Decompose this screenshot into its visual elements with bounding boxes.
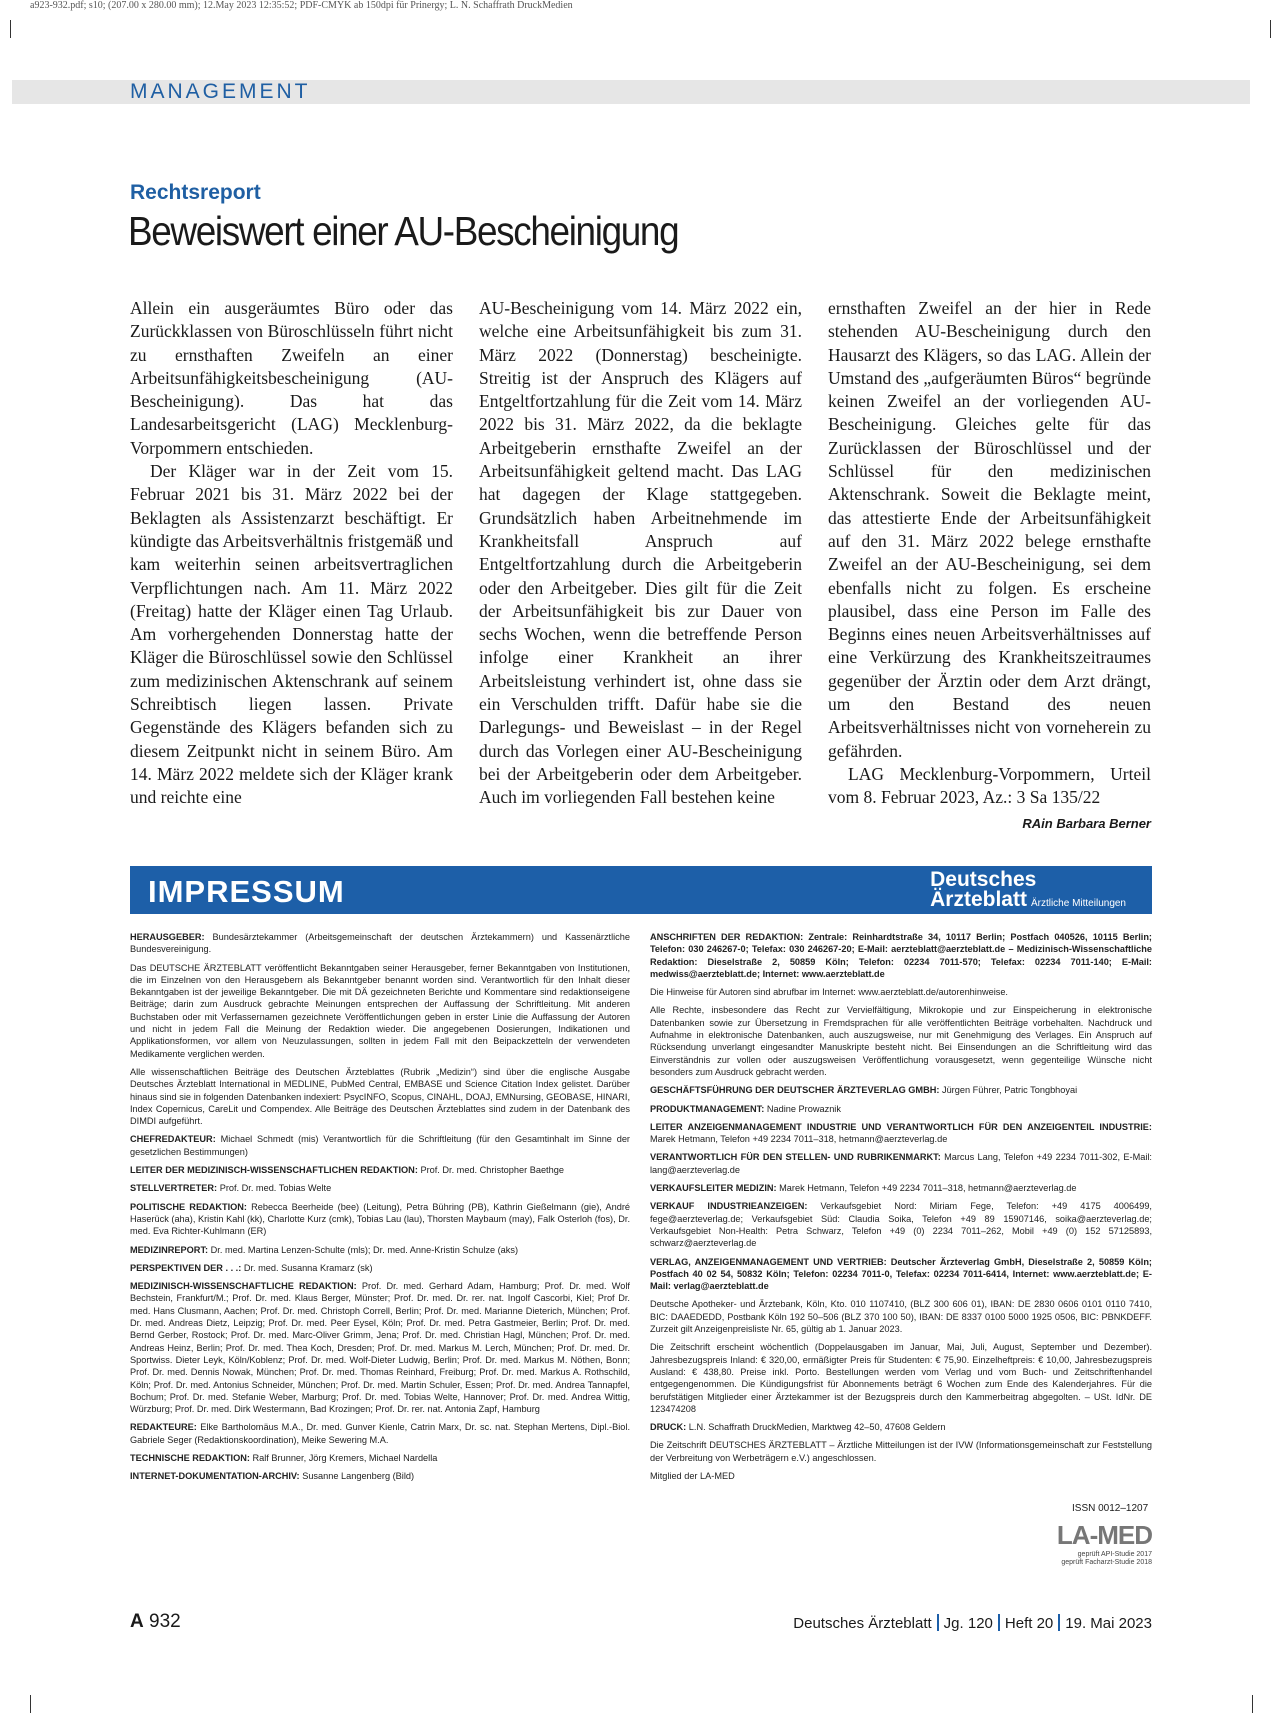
impressum-entry-heading: ANSCHRIFTEN DER REDAKTION: Zentrale: Reinhardtstraße 34, 10117 Berlin; Postfach 040526, 10115 Berlin; Telefon: 030 246267-0; Telefax: 030 246267-20; E-Mail: aerzteblatt@aerzteblatt.de – Medizinisch-Wissenschaftliche Redaktion: Dieselstraße 2, 50859 Köln; Telefon: 02234 7011-570; Telefax: 02234 7011-140; E-Mail: medwiss@aerzteblatt.de; Internet: www.aerzteblatt.de	[650, 932, 1152, 979]
impressum-entry	[650, 1256, 1152, 1293]
footer-separator	[1058, 1614, 1060, 1631]
impressum-entry-text: Nadine Prowaznik	[766, 1103, 841, 1114]
impressum-entry-text: Die Zeitschrift erscheint wöchentlich (Doppelausgaben im Januar, Mai, Juli, August, September und Dezember). Jahresbezugspreis Inland: € 320,00, ermäßigter Preis für Studenten: € 75,90. Einzelheftpreis: € 10,00, Jahresbezugspreis Ausland: € 438,80. Preise inkl. Porto. Bestellungen werden vom Verlag und vom Buch- und Zeitschriftenhandel entgegengenommen. Die Kündigungsfrist für Abonnements beträgt 6 Wochen zum Ende des Kalenderjahres. Für die berufstätigen Mitglieder einer Ärztekammer ist der Bezugspreis durch den Kammerbeitrag abgegolten. – USt. IdNr. DE 123474208	[650, 1342, 1152, 1414]
article-paragraph: ernsthaften Zweifel an der hier in Rede stehenden AU-Bescheinigung durch den Hausarzt des Klägers, so das LAG. Allein der Umstand des „aufgeräumten Büros“ begründe keinen Zweifel an der vorliegenden AU-Bescheinigung. Gleiches gelte für das Zurücklassen der Büroschlüssel und der Schlüssel für den medizinischen Aktenschrank. Soweit die Beklagte meint, das attestierte Ende der Arbeitsunfähigkeit auf den 31. März 2022 belege ernsthafte Zweifel an der AU-Bescheinigung, sei dem ebenfalls nicht zu folgen. Es erscheine plausibel, dass eine Person im Falle des Beginns eines neuen Arbeitsverhältnisses auf eine Verkürzung des Krankheitszeitraumes gegenüber der Ärztin oder dem Arzt drängt, um den Bestand des neuen Arbeitsverhältnisses nicht von vorneherein zu gefährden.	[828, 298, 1151, 761]
impressum-entry-heading: VERANTWORTLICH FÜR DEN STELLEN- UND RUBRIKENMARKT:	[650, 1152, 941, 1163]
logo-subtitle: Ärztliche Mitteilungen	[1030, 898, 1126, 909]
impressum-entry	[650, 1341, 1152, 1415]
journal-logo	[930, 870, 1126, 914]
impressum-entry	[130, 1262, 630, 1274]
footer-volume: Jg. 120	[943, 1615, 993, 1632]
impressum-entry-text: Susanne Langenberg (Bild)	[302, 1471, 415, 1482]
impressum-title: IMPRESSUM	[148, 874, 345, 909]
impressum-entry	[130, 1452, 630, 1464]
impressum-entry-heading: STELLVERTRETER:	[130, 1183, 218, 1194]
impressum-entry-text: Elke Bartholomäus M.A., Dr. med. Gunver Kienle, Catrin Marx, Dr. sc. nat. Stephan Mertens, Dipl.-Biol. Gabriele Seger (Redaktionskoordination), Meike Sewering M.A.	[130, 1422, 630, 1445]
impressum-entry-text: Michael Schmedt (mis) Verantwortlich für die Schriftleitung (für den Gesamtinhalt im Sinne der gesetzlichen Bestimmungen)	[130, 1134, 630, 1157]
impressum-entry-text: Prof. Dr. med. Christopher Baethge	[420, 1165, 564, 1176]
impressum-entry-heading: DRUCK:	[650, 1422, 687, 1433]
impressum-entry	[650, 1421, 1152, 1433]
article-kicker: Rechtsreport	[130, 181, 261, 204]
impressum-entry-heading: TECHNISCHE REDAKTION:	[130, 1452, 250, 1463]
impressum-entry-text: Alle wissenschaftlichen Beiträge des Deutschen Ärzteblattes (Rubrik „Medizin“) sind über die englische Ausgabe Deutsches Ärzteblatt International in MEDLINE, PubMed Central, EMBASE und Science Citation Index gelistet. Darüber hinaus sind sie in folgenden Datenbanken indexiert: PsycINFO, Scopus, CINAHL, DOAJ, EMNursing, GEOBASE, HINARI, Index Copernicus, CareLit und Compendex. Alle Beiträge des Deutschen Ärzteblattes sind zudem in der Datenbank des DIMDI aufgeführt.	[130, 1066, 630, 1127]
impressum-entry	[650, 1439, 1152, 1464]
impressum-entry-text: Ralf Brunner, Jörg Kremers, Michael Nardella	[252, 1452, 438, 1463]
article-paragraph: AU-Bescheinigung vom 14. März 2022 ein, welche eine Arbeitsunfähigkeit bis zum 31. März 2022 (Donnerstag) bescheinigte. Streitig ist der Anspruch des Klägers auf Entgeltfortzahlung für die Zeit vom 14. März 2022 bis 31. März 2022, da die beklagte Arbeitgeberin ernsthafte Zweifel an der Arbeitsunfähigkeit geltend macht. Das LAG hat dagegen der Klage stattgegeben. Grundsätzlich haben Arbeitnehmende im Krankheitsfall Anspruch auf Entgeltfortzahlung durch die Arbeitgeberin oder den Arbeitgeber. Dies gilt für die Zeit der Arbeitsunfähigkeit bis zur Dauer von sechs Wochen, wenn die betreffende Person infolge einer Krankheit an ihrer Arbeitsleistung verhindert ist, ohne dass sie ein Verschulden trifft. Dafür habe sie die Darlegungs- und Beweislast – in der Regel durch das Vorlegen einer AU-Bescheinigung bei der Arbeitgeberin oder dem Arbeitgeber. Auch im vorliegenden Fall bestehen keine	[479, 298, 802, 808]
impressum-entry-text: Prof. Dr. med. Tobias Welte	[219, 1183, 332, 1194]
impressum-entry-heading: CHEFREDAKTEUR:	[130, 1134, 216, 1145]
impressum-entry	[130, 1280, 630, 1415]
impressum-entry	[650, 931, 1152, 980]
impressum-header	[130, 866, 1152, 914]
impressum-entry-heading: VERKAUF INDUSTRIEANZEIGEN:	[650, 1201, 808, 1212]
impressum-entry	[130, 1244, 630, 1256]
impressum-entry	[130, 1164, 630, 1176]
impressum-entry-heading: MEDIZINREPORT:	[130, 1244, 209, 1255]
impressum-entry-text: Rebecca Beerheide (bee) (Leitung), Petra Bühring (PB), Kathrin Gießelmann (gie), André Haserück (aha), Kristin Kahl (kk), Charlotte Kurz (cmk), Tobias Lau (lau), Thorsten Maybaum (may), Falk Osterloh (fos), Dr. med. Eva Richter-Kuhlmann (ER)	[130, 1201, 630, 1237]
crop-mark	[1252, 1695, 1253, 1713]
article-paragraph: Allein ein ausgeräumtes Büro oder das Zurückklassen von Büroschlüsseln führt nicht zu ernsthaften Zweifeln an einer Arbeitsunfähigkeitsbescheinigung (AU-Bescheinigung). Das hat das Landesarbeitsgericht (LAG) Mecklenburg-Vorpommern entschieden.	[130, 298, 453, 458]
impressum-entry-heading: REDAKTEURE:	[130, 1422, 197, 1433]
lamed-logo: LA-MED	[1056, 1520, 1152, 1550]
impressum-entry-text: Bundesärztekammer (Arbeitsgemeinschaft der deutschen Ärztekammern) und Kassenärztliche Bundesvereinigung.	[130, 932, 630, 955]
impressum-entry-text: L.N. Schaffrath DruckMedien, Marktweg 42–50, 47608 Geldern	[688, 1422, 946, 1433]
article-paragraph: Der Kläger war in der Zeit vom 15. Februar 2021 bis 31. März 2022 bei der Beklagten als Assistenzarzt beschäftigt. Er kündigte das Arbeitsverhältnis fristgemäß und kam weiterhin seinen arbeitsvertraglichen Verpflichtungen nach. Am 11. März 2022 (Freitag) hatte der Kläger einen Tag Urlaub. Am vorhergehenden Donnerstag hatte der Kläger die Büroschlüssel sowie den Schlüssel zum medizinischen Aktenschrank auf seinem Schreibtisch liegen lassen. Private Gegenstände des Klägers befanden sich zu diesem Zeitpunkt nicht in seinem Büro. Am 14. März 2022 meldete sich der Kläger krank und reichte eine	[130, 461, 453, 808]
lamed-seal	[1052, 1520, 1152, 1567]
page-number	[130, 1611, 181, 1633]
article-column-2	[479, 297, 802, 810]
impressum-entry-text: Deutsche Apotheker- und Ärztebank, Köln, Kto. 010 1107410, (BLZ 300 606 01), IBAN: DE 2830 0606 0101 0110 7410, BIC: DAAEDEDD, Postbank Köln 192 50–506 (BLZ 370 100 50), IBAN: DE 8337 0100 5000 1925 0506, BIC: PBNKDEFF. Zurzeit gilt Anzeigenpreisliste Nr. 65, gültig ab 1. Januar 2023.	[650, 1299, 1152, 1335]
impressum-entry-heading: PRODUKTMANAGEMENT:	[650, 1103, 765, 1114]
footer-journal: Deutsches Ärzteblatt	[793, 1615, 932, 1632]
impressum-entry-text: Die Zeitschrift DEUTSCHES ÄRZTEBLATT – Ärztliche Mitteilungen ist der IVW (Informationsgemeinschaft zur Feststellung der Verbreitung von Werbeträgern e.V.) angeschlossen.	[650, 1440, 1152, 1463]
impressum-entry	[650, 1470, 1152, 1482]
impressum-entry	[650, 1151, 1152, 1176]
lamed-note: geprüft Facharzt-Studie 2018	[1061, 1559, 1152, 1566]
impressum-entry-heading: LEITER DER MEDIZINISCH-WISSENSCHAFTLICHEN REDAKTION:	[130, 1165, 418, 1176]
impressum-entry	[650, 986, 1152, 998]
footer-separator	[998, 1614, 1000, 1631]
lamed-note: geprüft API-Studie 2017	[1077, 1551, 1152, 1558]
logo-line-2: Ärzteblatt	[930, 888, 1027, 911]
impressum-entry	[130, 1066, 630, 1127]
impressum-entry	[650, 1103, 1152, 1115]
impressum-entry	[130, 1182, 630, 1194]
impressum-entry-text: Dr. med. Martina Lenzen-Schulte (mls); Dr. med. Anne-Kristin Schulze (aks)	[210, 1244, 519, 1255]
impressum-entry	[130, 1201, 630, 1238]
footer-issue: Heft 20	[1004, 1615, 1054, 1632]
logo-line-1: Deutsches	[930, 868, 1037, 891]
impressum-entry-text: Marek Hetmann, Telefon +49 2234 7011–318, hetmann@aerzteverlag.de	[779, 1183, 1077, 1194]
crop-mark	[1270, 20, 1271, 38]
impressum-entry	[130, 1421, 630, 1446]
impressum-entry-text: Prof. Dr. med. Gerhard Adam, Hamburg; Prof. Dr. med. Wolf Bechstein, Frankfurt/M.; Prof. Dr. med. Klaus Berger, Münster; Prof. Dr. med. Dr. rer. nat. Ingolf Cascorbi, Kiel; Prof Dr. med. Hans Clusmann, Aachen; Prof. Dr. med. Christoph Correll, Berlin; Prof. Dr. med. Marianne Dieterich, München; Prof. Dr. med. Andreas Dietz, Leipzig; Prof. Dr. med. Peer Eysel, Köln; Prof. Dr. med. Petra Gastmeier, Berlin; Prof. Dr. med. Bernd Gerber, Rostock; Prof. Dr. med. Marc-Oliver Grimm, Jena; Prof. Dr. med. Christian Hagl, München; Prof. Dr. med. Andreas Heinz, Berlin; Prof. Dr. med. Thea Koch, Dresden; Prof. Dr. med. Markus M. Lerch, München; Prof. Dr. med. Dr. Sportwiss. Dieter Leyk, Köln/Koblenz; Prof. Dr. med. Wolf-Dieter Ludwig, Berlin; Prof. Dr. med. Markus M. Nöthen, Bonn; Prof. Dr. med. Dennis Nowak, München; Prof. Dr. med. Thomas Reinhard, Freiburg; Prof. Dr. med. Markus A. Rothschild, Köln; Prof. Dr. med. Antonius Schneider, München; Prof. Dr. med. Martin Schuler, Essen; Prof. Dr. med. Andrea Tannapfel, Bochum; Prof. Dr. med. Stefanie Weber, Marburg; Prof. Dr. med. Tobias Welte, Hannover; Prof. Dr. med. Andrea Wittig, Würzburg; Prof. Dr. med. Dirk Westermann, Bad Krozingen; Prof. Dr. rer. nat. Antonia Zapf, Hamburg	[130, 1281, 630, 1415]
impressum-entry	[130, 1470, 630, 1482]
impressum-entry-text: Verkaufsgebiet Nord: Miriam Fege, Telefon: +49 4175 4006499, fege@aerzteverlag.de; Verkaufsgebiet Süd: Claudia Soika, Telefon +49 89 15907146, soika@aerzteverlag.de; Verkaufsgebiet Non-Health: Petra Schwarz, Telefon +49 (0) 2234 7011–262, Mobil +49 (0) 152 57125893, schwarz@aerzteverlag.de	[650, 1201, 1152, 1249]
article-citation: LAG Mecklenburg-Vorpommern, Urteil vom 8. Februar 2023, Az.: 3 Sa 135/22	[828, 763, 1151, 808]
article-headline: Beweiswert einer AU-Bescheinigung	[128, 208, 679, 254]
footer-separator	[937, 1614, 939, 1631]
impressum-entry	[130, 962, 630, 1060]
impressum-entry	[650, 1298, 1152, 1335]
impressum-entry	[650, 1200, 1152, 1249]
impressum-entry-text: Alle Rechte, insbesondere das Recht zur Vervielfältigung, Mikrokopie und zur Einspeicherung in elektronische Datenbanken sowie zur Übersetzung in Fremdsprachen für alle veröffentlichten Beiträge vorbehalten. Nachdruck und Aufnahme in elektronische Datenbanken, auch auszugsweise, nur mit Genehmigung des Verlages. Ein Anspruch auf Rücksendung unverlangt eingesandter Manuskripte besteht nicht. Bei Einsendungen an die Schriftleitung wird das Einverständnis zur vollen oder auszugsweisen Veröffentlichung vorausgesetzt, wenn gegenteilige Wünsche nicht besonders zum Ausdruck gebracht werden.	[650, 1005, 1152, 1077]
impressum-entry-text: Jürgen Führer, Patric Tongbhoyai	[941, 1085, 1078, 1096]
impressum-entry-text: Marek Hetmann, Telefon +49 2234 7011–318, hetmann@aerzteverlag.de	[650, 1134, 948, 1145]
crop-mark	[10, 20, 11, 38]
impressum-entry-text: Die Hinweise für Autoren sind abrufbar im Internet: www.aerzteblatt.de/autorenhinweise.	[650, 987, 1008, 998]
impressum-right-column	[650, 931, 1152, 1488]
impressum-entry-heading: PERSPEKTIVEN DER . . .:	[130, 1262, 242, 1273]
impressum-entry-heading: VERLAG, ANZEIGENMANAGEMENT UND VERTRIEB: Deutscher Ärzteverlag GmbH, Dieselstraße 2, 50859 Köln; Postfach 40 02 54, 50832 Köln; Telefon: 02234 7011-0, Telefax: 02234 7011-6414, Internet: www.aerzteblatt.de; E-Mail: verlag@aerzteblatt.de	[650, 1256, 1152, 1292]
impressum-entry-heading: MEDIZINISCH-WISSENSCHAFTLICHE REDAKTION:	[130, 1281, 357, 1292]
impressum-entry-heading: POLITISCHE REDAKTION:	[130, 1201, 247, 1212]
impressum-entry-heading: VERKAUFSLEITER MEDIZIN:	[650, 1183, 777, 1194]
section-label: MANAGEMENT	[130, 80, 311, 103]
footer-date: 19. Mai 2023	[1065, 1615, 1152, 1632]
impressum-entry	[650, 1121, 1152, 1146]
impressum-entry-heading: HERAUSGEBER:	[130, 932, 205, 942]
crop-mark	[30, 1695, 31, 1713]
article-byline: RAin Barbara Berner	[1022, 815, 1151, 831]
impressum-entry	[650, 1084, 1152, 1096]
article-column-1	[130, 297, 453, 810]
impressum-entry	[650, 1182, 1152, 1194]
impressum-entry	[650, 1004, 1152, 1078]
page-number-value: 932	[149, 1611, 181, 1632]
impressum-entry-text: Dr. med. Susanna Kramarz (sk)	[243, 1262, 373, 1273]
article-body	[130, 297, 1152, 831]
impressum-left-column	[130, 931, 630, 1489]
impressum-entry-heading: INTERNET-DOKUMENTATION-ARCHIV:	[130, 1471, 300, 1482]
impressum-entry-heading: LEITER ANZEIGENMANAGEMENT INDUSTRIE UND VERANTWORTLICH FÜR DEN ANZEIGENTEIL INDUSTRIE:	[650, 1121, 1152, 1132]
article-column-3	[828, 297, 1151, 835]
impressum-entry	[130, 1133, 630, 1158]
impressum-entry	[130, 931, 630, 956]
impressum-entry-heading: GESCHÄFTSFÜHRUNG DER DEUTSCHER ÄRZTEVERLAG GMBH:	[650, 1085, 940, 1096]
issn: ISSN 0012–1207	[1072, 1503, 1149, 1514]
footer-journal-info	[793, 1614, 1152, 1632]
impressum-entry-text: Das DEUTSCHE ÄRZTEBLATT veröffentlicht Bekanntgaben seiner Herausgeber, ferner Bekanntgaben von Institutionen, die im Einzelnen von den Herausgebern als Bekanntgeber benannt worden sind. Verantwortlich für den Inhalt dieser Bekanntgaben ist der jeweilige Bekanntgeber. Die mit DÄ gezeichneten Berichte und Kommentare sind redaktionseigene Beiträge; darin zum Ausdruck gebrachte Meinungen entsprechen der Auffassung der Schriftleitung. Mit anderen Buchstaben oder mit Verfassernamen gezeichnete Veröffentlichungen geben in erster Linie die Auffassung der Autoren und nicht in jedem Fall die Meinung der Redaktion wieder. Die angegebenen Dosierungen, Indikationen und Applikationsformen, vor allem von Neuzulassungen, sollten in jedem Fall mit den Beipackzetteln der verwendeten Medikamente verglichen werden.	[130, 962, 630, 1059]
impressum-entry-text: Marcus Lang, Telefon +49 2234 7011-302, E-Mail: lang@aerzteverlag.de	[650, 1152, 1152, 1175]
page-prefix: A	[130, 1611, 144, 1632]
print-info: a923-932.pdf; s10; (207.00 x 280.00 mm); 12.May 2023 12:35:52; PDF-CMYK ab 150dpi für Prinergy; L. N. Schaffrath DruckMedien	[30, 0, 573, 11]
impressum-entry-text: Mitglied der LA-MED	[650, 1470, 735, 1481]
